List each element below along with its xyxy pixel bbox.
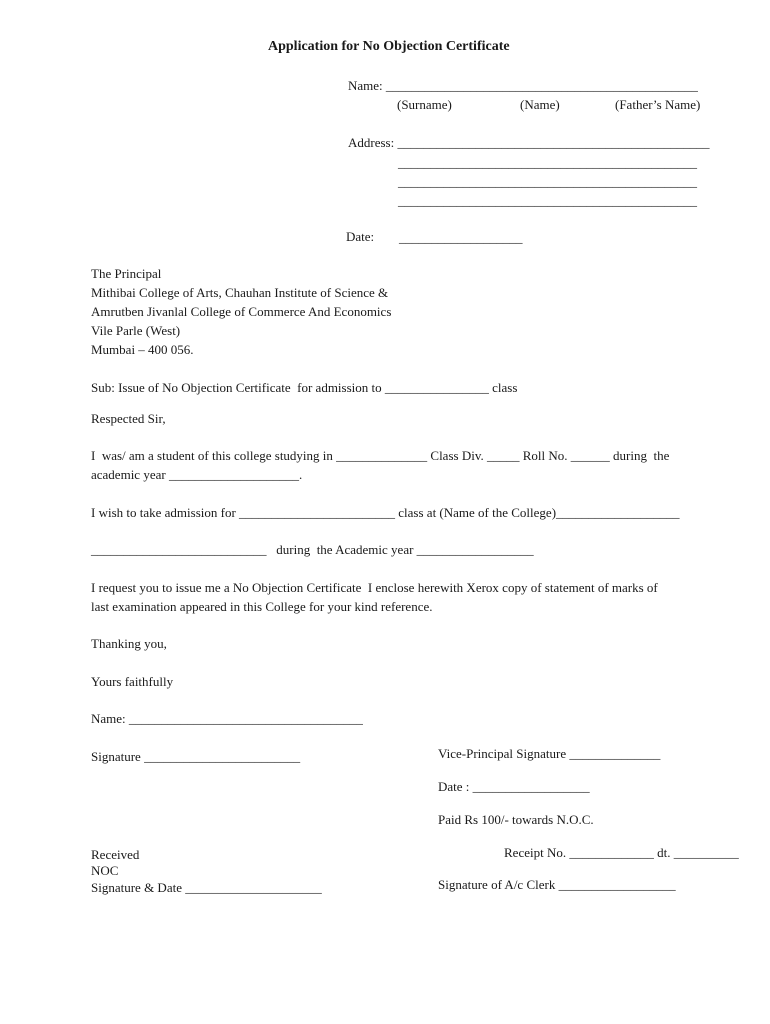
recipient-title: The Principal [91,266,162,281]
name-subtitle: (Name) [520,97,560,112]
name-line: Name: ________________________________________________ [348,78,698,93]
thanking-line: Thanking you, [91,636,167,651]
paragraph-1-line-2: academic year ____________________. [91,467,303,482]
payment-note: Paid Rs 100/- towards N.O.C. [438,812,594,827]
applicant-name-line: Name: ____________________________________ [91,711,363,726]
date-blank: ___________________ [399,230,523,245]
date-label: Date: [346,229,375,244]
applicant-signature-line: Signature ________________________ [91,749,301,764]
recipient-locality: Vile Parle (West) [91,323,181,338]
ac-clerk-signature-line: Signature of A/c Clerk __________________ [438,877,676,892]
recipient-city: Mumbai – 400 056. [91,342,194,357]
address-line-4: ______________________________________________ [398,193,697,208]
noc-label: NOC [91,863,119,878]
receipt-line: Receipt No. _____________ dt. __________ [504,845,739,860]
surname-subtitle: (Surname) [397,97,452,112]
recipient-college-line-2: Amrutben Jivanlal College of Commerce And Economics [91,304,392,319]
address-line-2: ______________________________________________ [398,155,697,170]
paragraph-3-line-1: I request you to issue me a No Objection Certificate I enclose herewith Xerox copy of statement of marks of [91,580,658,595]
received-label: Received [91,847,140,862]
office-date-line: Date : __________________ [438,779,590,794]
paragraph-3-line-2: last examination appeared in this College for your kind reference. [91,599,433,614]
received-signature-date-line: Signature & Date _____________________ [91,880,322,895]
paragraph-2-line-2: ___________________________ during the Academic year __________________ [91,542,534,557]
paragraph-1-line-1: I was/ am a student of this college studying in ______________ Class Div. _____ Roll No. ______ during the [91,448,670,463]
closing-line: Yours faithfully [91,674,174,689]
father-name-subtitle: (Father’s Name) [615,97,701,112]
address-line-1: Address: ________________________________________________ [348,135,710,150]
document-title: Application for No Objection Certificate [268,39,510,54]
vice-principal-signature-line: Vice-Principal Signature ______________ [438,746,661,761]
recipient-college-line-1: Mithibai College of Arts, Chauhan Institute of Science & [91,285,389,300]
salutation: Respected Sir, [91,411,166,426]
subject-line: Sub: Issue of No Objection Certificate for admission to ________________ class [91,380,518,395]
address-line-3: ______________________________________________ [398,174,697,189]
paragraph-2-line-1: I wish to take admission for ________________________ class at (Name of the College)___________________ [91,505,680,520]
